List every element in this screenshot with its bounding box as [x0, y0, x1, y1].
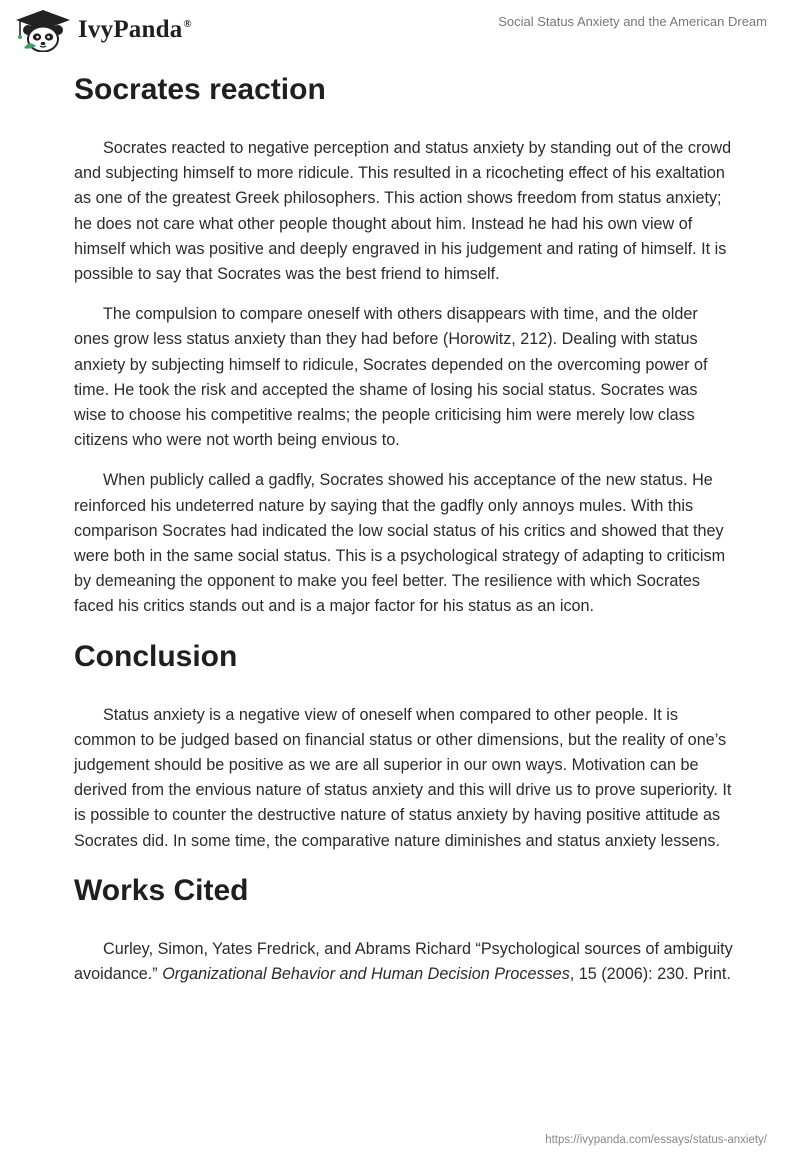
- paragraph: The compulsion to compare oneself with others disappears with time, and the older ones grow less status anxiety than they had before (Horowitz, 212). Dealing with status anxiety by subjecting himself to ridicule, Socrates depended on the overcoming power of time. He took the risk and accepted the shame of losing his social status. Socrates was wise to choose his competitive realms; the people criticising him were merely low class citizens who were not worth being envious to.: [74, 305, 708, 450]
- paragraph: Socrates reacted to negative perception and status anxiety by standing out of the crowd and subjecting himself to more ridicule. This resulted in a ricocheting effect of his exaltation as one of the greatest Greek philosophers. This action shows freedom from status anxiety; he does not care what other people thought about him. Instead he had his own view of himself which was positive and deeply engraved in his judgement and rating of himself. It is possible to say that Socrates was the best friend to himself.: [74, 139, 732, 284]
- source-url-link[interactable]: https://ivypanda.com/essays/status-anxiety/: [545, 1134, 767, 1146]
- section-heading-works-cited: Works Cited: [74, 873, 249, 907]
- paragraph: When publicly called a gadfly, Socrates showed his acceptance of the new status. He reinforced his undeterred nature by saying that the gadfly only annoys mules. With this comparison Socrates had indicated the low social status of his critics and showed that they were both in the same social status. This is a psychological strategy of adapting to criticism by demeaning the opponent to make you feel better. The resilience with which Socrates faced his critics stands out and is a major factor for his status as an icon.: [74, 471, 726, 616]
- paragraph: Status anxiety is a negative view of oneself when compared to other people. It is common to be judged based on financial status or other dimensions, but the reality of one’s judgement should be positive as we are all superior in our own ways. Motivation can be derived from the envious nature of status anxiety and this will drive us to prove superiority. It is possible to counter the destructive nature of status anxiety by having positive attitude as Socrates did. In some time, the comparative nature diminishes and status anxiety lessens.: [74, 705, 732, 850]
- citation-journal: Organizational Behavior and Human Decision Processes: [162, 965, 570, 984]
- panda-graduate-icon: [14, 8, 72, 52]
- section-heading-conclusion: Conclusion: [74, 639, 238, 673]
- page-header: [0, 0, 800, 60]
- brand-logo[interactable]: [14, 8, 192, 52]
- essay-content: [74, 68, 734, 987]
- citation-details: , 15 (2006): 230. Print.: [569, 965, 731, 984]
- section-heading-socrates-reaction: Socrates reaction: [74, 73, 326, 106]
- brand-name: IvyPanda®: [78, 16, 192, 43]
- document-title: Social Status Anxiety and the American Dream: [498, 14, 767, 29]
- citation-entry: [74, 937, 734, 987]
- citation-authors-title: Curley, Simon, Yates Fredrick, and Abrams Richard “Psychological sources of ambiguity avoidance.”: [74, 939, 733, 984]
- registered-mark: ®: [183, 18, 192, 30]
